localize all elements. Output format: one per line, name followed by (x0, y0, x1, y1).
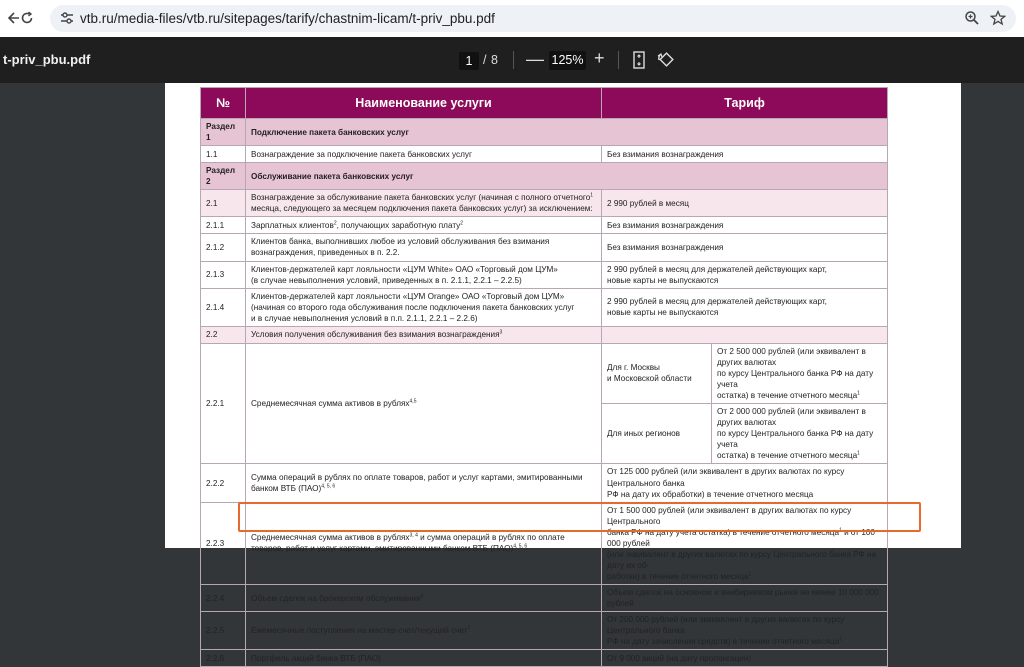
footnote: 7 (467, 625, 471, 632)
text: Клиентов банка, выполнивших любое из условий обслуживания без взимания (251, 237, 550, 247)
table-row (201, 464, 888, 502)
row-service (246, 234, 602, 261)
text: Среднемесячная сумма активов в рублях (251, 399, 410, 409)
row-num: 2.2 (201, 326, 246, 343)
zoom-level-input[interactable]: 125% (549, 51, 586, 70)
table-row (201, 288, 888, 326)
row-service (246, 190, 602, 217)
row-tariff: Объем сделок на основном и внебиржевом рынке не менее 10 000 000 рублей (602, 585, 888, 612)
table-row (201, 217, 888, 234)
row-service (246, 585, 602, 612)
divider (618, 51, 619, 69)
text: Для г. Москвы (607, 363, 660, 373)
highlight-box (238, 502, 921, 532)
row-num: Раздел 2 (201, 163, 246, 190)
row-service (246, 326, 602, 343)
row-num: Раздел 1 (201, 119, 246, 146)
text: Клиентов-держателей карт лояльности «ЦУМ White» ОАО «Торговый дом ЦУМ» (251, 264, 558, 274)
text: Вознаграждение за обслуживание пакета банковских услуг (начиная с полного отчетного (251, 193, 591, 203)
row-num: 1.1 (201, 146, 246, 163)
row-num: 2.2.2 (201, 464, 246, 502)
row-service (246, 464, 602, 502)
text: Сумма операций в рублях по оплате товаров, работ и услуг картами, эмитированными (251, 472, 583, 482)
text: Условия получения обслуживания без взимания вознаграждения (251, 330, 500, 340)
header-tariff: Тариф (602, 88, 888, 119)
footnote: 1 (590, 192, 594, 199)
tariff-table (200, 87, 888, 667)
pdf-page (165, 83, 961, 663)
footnote: 2 (333, 220, 337, 227)
table-row (201, 234, 888, 261)
row-tariff: От 200 000 рублей (или эквивалент в других валютах по курсу Центрального банка РФ на дату зачисления средств) в течение отчетного месяца$^1$ (602, 612, 888, 650)
divider (513, 51, 514, 69)
row-service (246, 261, 602, 288)
browser-toolbar (0, 0, 1024, 37)
row-num: 2.2.4 (201, 585, 246, 612)
text: (в случае невыполнения условий, приведенных в п. 2.1.1, 2.2.1 – 2.2.5) (251, 275, 522, 285)
zoom-out-button[interactable]: — (526, 49, 544, 69)
pdf-filename: t-priv_pbu.pdf (3, 52, 91, 67)
row-service: Обслуживание пакета банковских услуг (246, 163, 888, 190)
table-row (201, 119, 888, 146)
footnote: 4, 5, 6 (321, 483, 336, 490)
text: остатка) в течение отчетного месяца (717, 391, 858, 401)
row-tariff: Без взимания вознаграждения (602, 234, 888, 261)
text: и от 100 000 рублей (607, 527, 875, 548)
row-num: 2.2.5 (201, 612, 246, 650)
text: по курсу Центрального банка РФ на дату учета (717, 429, 874, 450)
reload-icon (20, 11, 34, 25)
region-cell: Для иных регионов (602, 404, 712, 464)
footnote: 6 (420, 592, 424, 599)
bookmark-star-icon[interactable] (990, 10, 1006, 26)
text: остатка) в течение отчетного месяца (717, 451, 858, 461)
row-num: 2.2.3 (201, 502, 246, 584)
text: (начиная со второго года обслуживания после подключения пакета банковских услуг (251, 302, 575, 312)
row-tariff: От 2 500 000 рублей (или эквивалент в других валютах по курсу Центрального банка РФ на дату учета остатка) в течение отчетного месяца$^1$ (712, 343, 888, 403)
row-service (246, 612, 602, 650)
text: и Московской области (607, 374, 692, 384)
header-num: № (201, 88, 246, 119)
total-pages: 8 (491, 53, 498, 67)
table-row (201, 146, 888, 163)
text: Среднемесячная сумма активов в рублях (251, 533, 410, 543)
region-cell (602, 343, 712, 403)
table-header-row (201, 88, 888, 119)
table-row (201, 190, 888, 217)
text: 2 990 рублей в месяц для держателей действующих карт, (607, 264, 827, 274)
row-num: 2.1.2 (201, 234, 246, 261)
row-service (246, 288, 602, 326)
text: месяца, следующего за месяцем подключения пакета банковских услуг) за исключением: (251, 204, 593, 214)
table-row (201, 163, 888, 190)
text: вознаграждения, приведенных в п. 2.2. (251, 248, 400, 258)
footnote: 3, 4 (409, 532, 418, 539)
row-num: 2.1.4 (201, 288, 246, 326)
text: 2 990 рублей в месяц для держателей действующих карт, (607, 297, 827, 307)
table-row (201, 585, 888, 612)
text: От 125 000 рублей (или эквивалент в других валютах по курсу Центрального банка (607, 467, 845, 488)
text: Клиентов-держателей карт лояльности «ЦУМ Orange» ОАО «Торговый дом ЦУМ» (251, 291, 565, 301)
row-num: 2.2.6 (201, 650, 246, 667)
row-service: Вознаграждение за подключение пакета банковских услуг (246, 146, 602, 163)
text: , получающих заработную плату (336, 220, 461, 230)
row-tariff: От 9 000 акций (на дату пролонгации) (602, 650, 888, 667)
row-service: Подключение пакета банковских услуг (246, 119, 888, 146)
text: Объем сделок на брокерском обслуживании (251, 593, 421, 603)
table-row (201, 650, 888, 667)
row-tariff (602, 326, 888, 343)
rotate-icon[interactable] (656, 50, 674, 68)
footnote: 2 (460, 220, 464, 227)
zoom-in-button[interactable]: + (594, 48, 605, 68)
text: От 1 500 000 рублей (или эквивалент в других валютах по курсу Центрального (607, 505, 852, 526)
footnote: 4,5 (409, 398, 417, 405)
text: и сумма операций в рублях по оплате (417, 533, 565, 543)
page-number-input[interactable]: 1 (459, 52, 479, 70)
table-row (201, 326, 888, 343)
address-bar[interactable] (50, 5, 1016, 32)
reload-button[interactable] (14, 5, 40, 31)
header-service: Наименование услуги (246, 88, 602, 119)
row-service (246, 343, 602, 464)
table-row (201, 343, 888, 403)
text: банком ВТБ (ПАО) (251, 484, 322, 494)
fit-page-icon[interactable] (632, 51, 646, 69)
text: От 2 500 000 рублей (или эквивалент в других валютах (717, 346, 866, 367)
text: Зарплатных клиентов (251, 220, 334, 230)
text: и в случае невыполнения условий в п.п. 2.1.1, 2.2.1 – 2.2.6) (251, 313, 478, 323)
footnote: 3 (499, 329, 503, 336)
text: товаров, работ и услуг картами, эмитированными банком ВТБ (ПАО) (251, 544, 514, 554)
text: по курсу Центрального банка РФ на дату учета (717, 368, 874, 389)
row-num: 2.2.1 (201, 343, 246, 464)
row-service (246, 217, 602, 234)
row-tariff (602, 288, 888, 326)
text: работки) в течение отчетного месяца (607, 572, 749, 581)
table-row (201, 612, 888, 650)
text: банка РФ на дату учета остатка) в течение отчетного месяца (607, 527, 840, 537)
url-text[interactable]: vtb.ru/media-files/vtb.ru/sitepages/tarify/chastnim-licam/t-priv_pbu.pdf (80, 11, 495, 26)
footnote: 4, 5, 6 (513, 543, 528, 550)
row-service: Портфель акций банка ВТБ (ПАО) (246, 650, 602, 667)
text: От 2 000 000 рублей (или эквивалент в других валютах (717, 407, 866, 428)
table-row (201, 261, 888, 288)
text: (или эквивалент в других валютах по курсу Центрального банка РФ на дату их об- (607, 549, 877, 570)
pdf-viewer (0, 83, 1024, 663)
text: РФ на дату их обработки) в течение отчетного месяца (607, 489, 814, 499)
row-tariff (602, 464, 888, 502)
row-num: 2.1.1 (201, 217, 246, 234)
row-num: 2.1 (201, 190, 246, 217)
row-tariff: От 1 500 000 рублей (или эквивалент в других валютах по курсу Центрального банка РФ на дату учета остатка) в течение отчетного месяца$^1$ и от 100 000 рублей (или эквивалент в других валютах по курсу Центрального банка РФ на дату их об- работки) в течение отчетного месяца$^1$ (602, 502, 888, 584)
zoom-icon[interactable] (964, 10, 980, 26)
row-tariff: 2 990 рублей в месяц (602, 190, 888, 217)
row-num: 2.1.3 (201, 261, 246, 288)
row-tariff: Без взимания вознаграждения (602, 146, 888, 163)
site-settings-icon[interactable] (59, 10, 75, 26)
page-separator: / (483, 53, 487, 67)
row-tariff: Без взимания вознаграждения (602, 217, 888, 234)
row-tariff: От 2 000 000 рублей (или эквивалент в других валютах по курсу Центрального банка РФ на дату учета остатка) в течение отчетного месяца$^1$ (712, 404, 888, 464)
pdf-toolbar (0, 37, 1024, 83)
text: РФ на дату зачисления средств) в течение отчетного месяца (607, 637, 840, 647)
text: От 200 000 рублей (или эквивалент в других валютах по курсу Центрального банка (607, 615, 845, 636)
row-tariff (602, 261, 888, 288)
text: новые карты не выпускаются (607, 275, 719, 285)
text: Ежемесячные поступления на мастер-счет/текущий счет (251, 626, 468, 636)
text: новые карты не выпускаются (607, 308, 719, 318)
